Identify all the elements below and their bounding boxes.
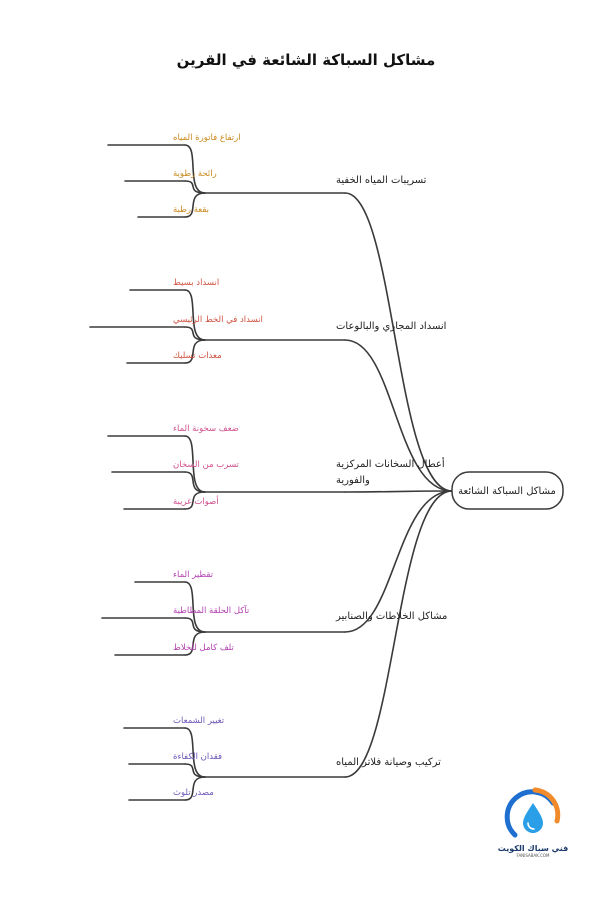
branch-label: والفورية (336, 475, 370, 486)
edge-root-to-branch (345, 193, 452, 491)
leaf-label: تقطير الماء (173, 570, 214, 580)
edge-root-to-branch (345, 491, 452, 492)
leaf-label: أصوات غريبة (173, 497, 219, 507)
logo-name: فني سباك الكويت (497, 844, 569, 853)
branch-node (336, 757, 441, 768)
leaf-label: انسداد في الخط الرئيسي (173, 315, 263, 325)
nodes (173, 133, 447, 798)
root-node (452, 472, 563, 509)
leaf-label: بقعة رطبة (173, 205, 210, 215)
leaf-label: ارتفاع فاتورة المياه (173, 133, 241, 143)
leaf-label: تسرب من السخان (173, 460, 239, 470)
brand-logo (498, 790, 569, 858)
edge-root-to-branch (345, 491, 452, 777)
branch-label: أعطال السخانات المركزية (336, 459, 445, 470)
branch-label: تسريبات المياه الخفية (336, 175, 427, 186)
branch-label: تركيب وصيانة فلاتر المياه (336, 757, 441, 768)
leaf-label: تآكل الحلقة المطاطية (173, 606, 250, 616)
branch-node (335, 611, 447, 622)
leaf-label: رائحة رطوبة (173, 169, 217, 179)
leaf-label: انسداد بسيط (173, 278, 220, 288)
root-node-label: مشاكل السباكة الشائعة (458, 486, 556, 497)
leaf-label: ضعف سخونة الماء (173, 424, 239, 434)
leaf-label: تغيير الشمعات (173, 716, 225, 726)
leaf-label: فقدان الكفاءة (173, 752, 223, 762)
branch-node (336, 321, 446, 332)
branch-node (336, 175, 427, 186)
leaf-label: معدات تسليك (173, 351, 222, 361)
connector-lines (90, 145, 452, 800)
page-title: مشاكل السباكة الشائعة في القرين (176, 51, 436, 69)
leaf-label: تلف كامل للخلاط (173, 643, 234, 653)
branch-label: انسداد المجاري والبالوعات (336, 321, 447, 332)
branch-label: مشاكل الخلاطات والصنابير (336, 611, 448, 622)
leaf-label: مصدر تلوث (173, 788, 214, 798)
logo-site: FANISABAK.COM (516, 853, 550, 858)
